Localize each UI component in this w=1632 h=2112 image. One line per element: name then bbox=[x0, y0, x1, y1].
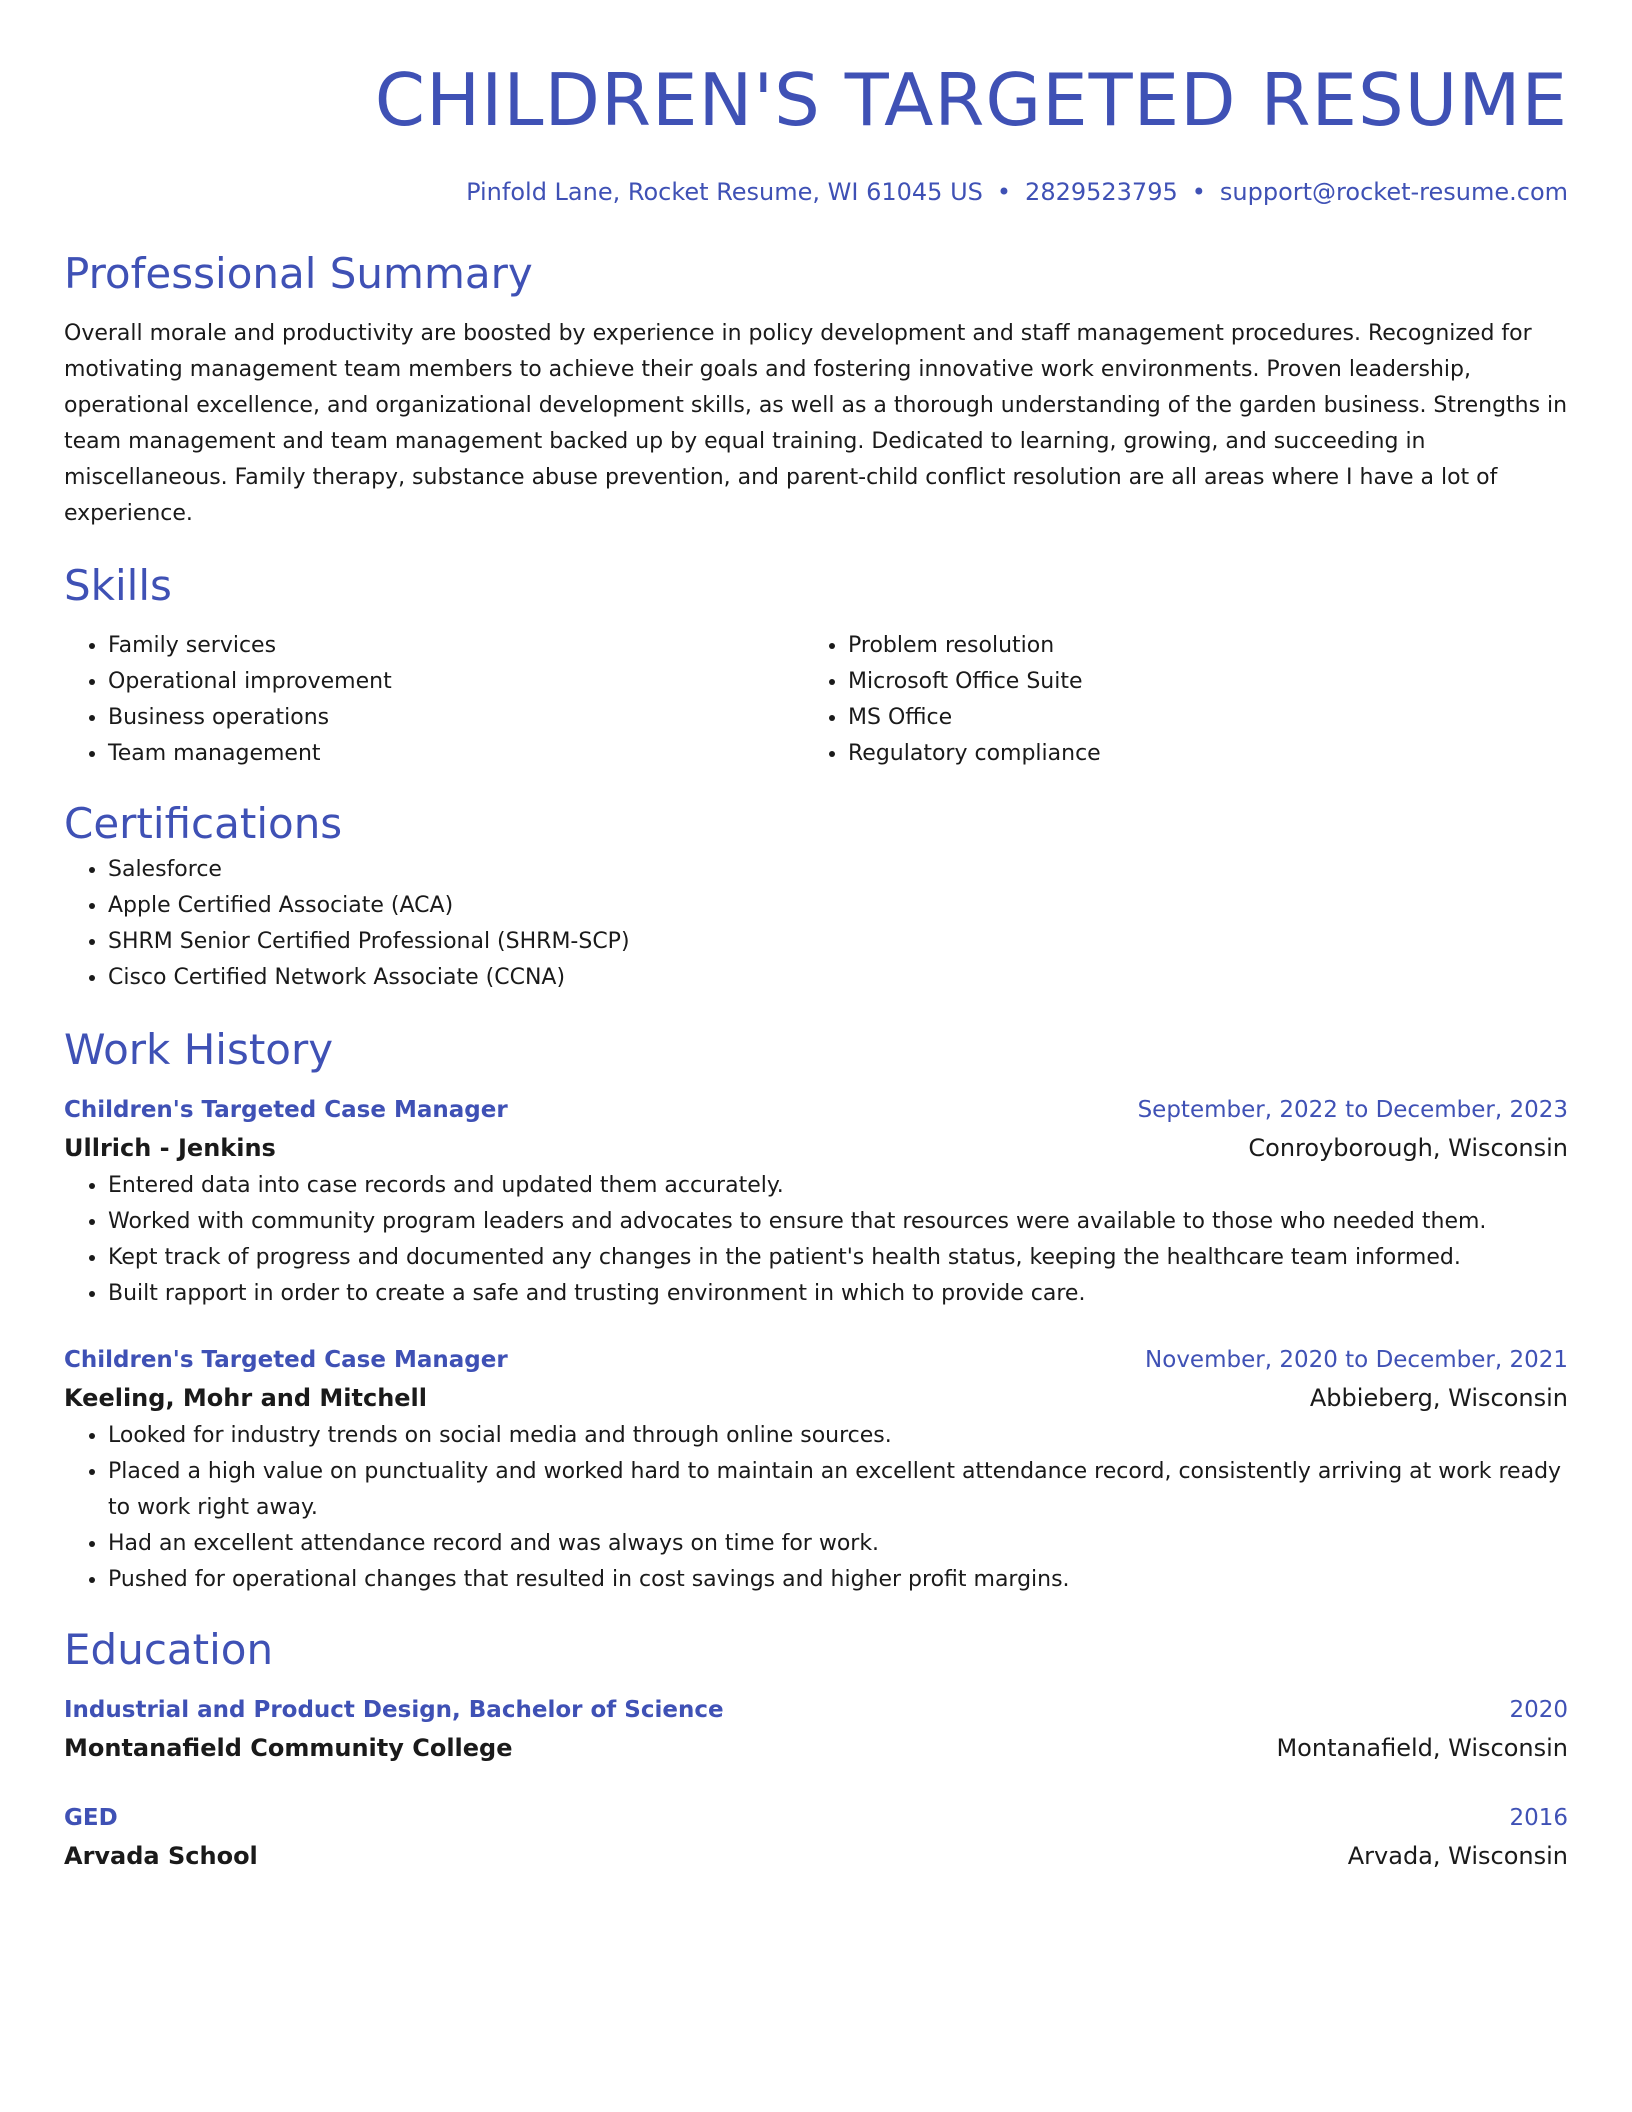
certification-item: • Salesforce bbox=[108, 852, 1568, 888]
job-bullet: • Worked with community program leaders and advocates to ensure that resources were available to those who needed them. bbox=[108, 1204, 1568, 1240]
skill-item: • Business operations bbox=[108, 700, 804, 736]
contact-phone: 2829523795 bbox=[1025, 178, 1178, 206]
job-bullet: • Entered data into case records and updated them accurately. bbox=[108, 1168, 1568, 1204]
job-bullet: • Had an excellent attendance record and was always on time for work. bbox=[108, 1526, 1568, 1562]
education-entry-header bbox=[64, 1692, 1568, 1728]
contact-address: Pinfold Lane, Rocket Resume, WI 61045 US bbox=[466, 178, 983, 206]
education-year: 2020 bbox=[1509, 1697, 1568, 1723]
section-title-certifications: Certifications bbox=[64, 799, 343, 848]
education-entry bbox=[64, 1800, 1568, 1876]
work-entry-header bbox=[64, 1092, 1568, 1128]
contact-line bbox=[64, 176, 1568, 208]
job-bullet: • Looked for industry trends on social media and through online sources. bbox=[108, 1418, 1568, 1454]
skill-item: • Operational improvement bbox=[108, 664, 804, 700]
job-bullet: • Built rapport in order to create a safe and trusting environment in which to provide care. bbox=[108, 1276, 1568, 1312]
certification-item: • SHRM Senior Certified Professional (SHRM-SCP) bbox=[108, 924, 1568, 960]
education-school: Montanafield Community College bbox=[64, 1734, 513, 1762]
education-entry-header bbox=[64, 1800, 1568, 1836]
work-entry-subheader bbox=[64, 1128, 1568, 1168]
work-entry bbox=[64, 1092, 1568, 1312]
skill-item: • MS Office bbox=[848, 700, 1568, 736]
section-title-work-history: Work History bbox=[64, 1025, 334, 1074]
job-company: Keeling, Mohr and Mitchell bbox=[64, 1384, 428, 1412]
job-location: Abbieberg, Wisconsin bbox=[1309, 1384, 1568, 1412]
job-bullets bbox=[64, 1168, 1568, 1312]
education-year: 2016 bbox=[1509, 1805, 1568, 1831]
education-entry bbox=[64, 1692, 1568, 1768]
job-bullets bbox=[64, 1418, 1568, 1598]
work-entry bbox=[64, 1342, 1568, 1598]
section-title-education: Education bbox=[64, 1625, 274, 1674]
education-degree: GED bbox=[64, 1805, 118, 1831]
education-location: Arvada, Wisconsin bbox=[1347, 1842, 1568, 1870]
education-entry-subheader bbox=[64, 1836, 1568, 1876]
education-entry-subheader bbox=[64, 1728, 1568, 1768]
section-title-summary: Professional Summary bbox=[64, 249, 533, 298]
skill-item: • Family services bbox=[108, 628, 804, 664]
job-dates: November, 2020 to December, 2021 bbox=[1145, 1347, 1568, 1373]
skill-item: • Team management bbox=[108, 736, 804, 772]
contact-email[interactable]: support@rocket-resume.com bbox=[1219, 178, 1568, 206]
job-dates: September, 2022 to December, 2023 bbox=[1137, 1097, 1568, 1123]
job-location: Conroyborough, Wisconsin bbox=[1248, 1134, 1568, 1162]
certification-item: • Cisco Certified Network Associate (CCNA) bbox=[108, 960, 1568, 996]
contact-separator: • bbox=[1191, 178, 1206, 206]
education-school: Arvada School bbox=[64, 1842, 258, 1870]
skills-grid bbox=[64, 628, 1568, 772]
resume-name-heading: CHILDREN'S TARGETED RESUME bbox=[374, 58, 1568, 142]
summary-text: Overall morale and productivity are boosted by experience in policy development and staff management procedures. Recognized for motivating management team members to achieve their goals and fostering innovative work environments. Proven leadership, operational excellence, and organizational development skills, as well as a thorough understanding of the garden business. Strengths in team management and team management backed up by equal training. Dedicated to learning, growing, and succeeding in miscellaneous. Family therapy, substance abuse prevention, and parent-child conflict resolution are all areas where I have a lot of experience. bbox=[64, 321, 1568, 526]
skill-item: • Microsoft Office Suite bbox=[848, 664, 1568, 700]
job-bullet: • Placed a high value on punctuality and worked hard to maintain an excellent attendance record, consistently arriving at work ready to work right away. bbox=[108, 1454, 1568, 1526]
education-degree: Industrial and Product Design, Bachelor of Science bbox=[64, 1697, 724, 1723]
section-title-skills: Skills bbox=[64, 561, 172, 610]
work-entry-header bbox=[64, 1342, 1568, 1378]
certifications-list bbox=[64, 852, 1568, 996]
skill-item: • Regulatory compliance bbox=[848, 736, 1568, 772]
skills-list-left bbox=[64, 628, 804, 772]
job-bullet: • Kept track of progress and documented any changes in the patient's health status, keeping the healthcare team informed. bbox=[108, 1240, 1568, 1276]
work-entry-subheader bbox=[64, 1378, 1568, 1418]
skills-list-right bbox=[804, 628, 1568, 772]
job-bullet: • Pushed for operational changes that resulted in cost savings and higher profit margins. bbox=[108, 1562, 1568, 1598]
job-company: Ullrich - Jenkins bbox=[64, 1134, 276, 1162]
contact-separator: • bbox=[996, 178, 1012, 206]
skill-item: • Problem resolution bbox=[848, 628, 1568, 664]
education-location: Montanafield, Wisconsin bbox=[1276, 1734, 1568, 1762]
job-title: Children's Targeted Case Manager bbox=[64, 1347, 508, 1373]
job-title: Children's Targeted Case Manager bbox=[64, 1097, 508, 1123]
certification-item: • Apple Certified Associate (ACA) bbox=[108, 888, 1568, 924]
